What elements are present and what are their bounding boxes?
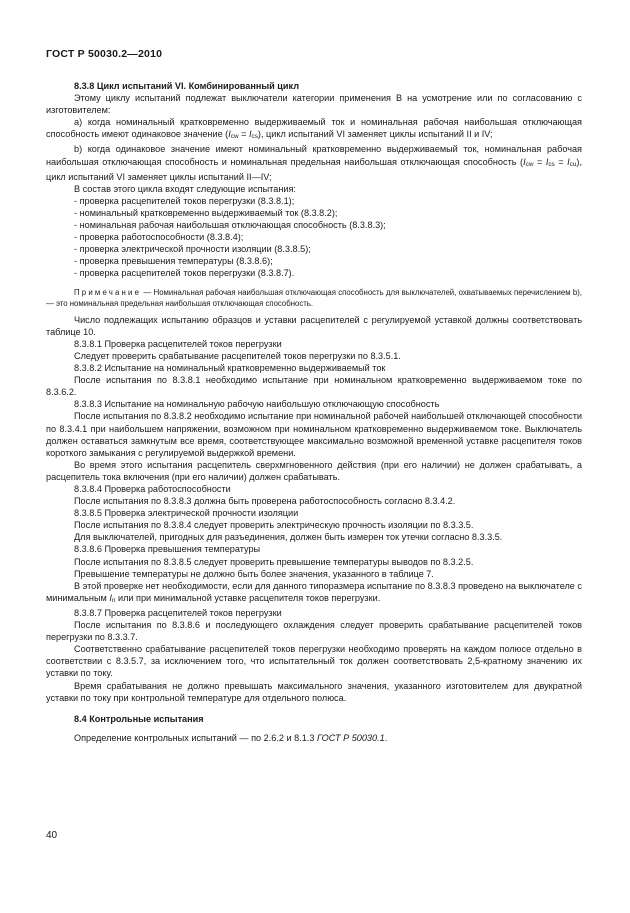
section-heading-8-4: 8.4 Контрольные испытания <box>74 713 204 724</box>
list-item: - номинальный кратковременно выдерживаемый ток (8.3.8.2); <box>74 207 338 218</box>
paragraph: Превышение температуры не должно быть более значения, указанного в таблице 7. <box>74 568 434 579</box>
list-item: - проверка работоспособности (8.3.8.4); <box>74 232 244 243</box>
document-header: ГОСТ Р 50030.2—2010 <box>46 48 163 60</box>
page-body <box>46 80 582 744</box>
list-item: - проверка расцепителей токов перегрузки (8.3.8.7). <box>74 268 295 279</box>
paragraph: В состав этого цикла входят следующие испытания: <box>74 183 296 194</box>
paragraph: После испытания по 8.3.8.2 необходимо испытание при номинальной рабочей наибольшей отключающей способности по 8.3.4.1 при наибольшем напряжении, возможном при номинальном кратковременно выдерживаемом токе. Выключатель должен оставаться замкнутым все время, соответствующее максимально возможной временной уставке расцепителя токов короткого замыкания с регулируемой выдержкой времени. <box>46 411 582 458</box>
standard-reference: ГОСТ Р 50030.1 <box>316 732 385 743</box>
paragraph: После испытания по 8.3.8.5 следует проверить превышение температуры выводов по 8.3.2.5. <box>74 556 474 567</box>
paragraph: После испытания по 8.3.8.4 следует проверить электрическую прочность изоляции по 8.3.3.5. <box>74 520 474 531</box>
subsection-heading: 8.3.8.6 Проверка превышения температуры <box>74 544 261 555</box>
paragraph-item-a: а) когда номинальный кратковременно выдерживаемый ток и номинальная рабочая наибольшая отключающая способность имеют одинаковое значение (Icw = Ics), цикл испытаний VI заменяет циклы испытаний II и IV; <box>46 117 582 141</box>
note-label: Примечание <box>74 287 142 297</box>
list-item: - проверка расцепителей токов перегрузки (8.3.8.1); <box>74 195 295 206</box>
subsection-heading: 8.3.8.2 Испытание на номинальный кратковременно выдерживаемый ток <box>74 363 386 374</box>
test-list <box>46 195 582 280</box>
paragraph: Во время этого испытания расцепитель сверхмгновенного действия (при его наличии) не должен срабатывать, а расцепитель тока включения (при его наличии) должен срабатывать. <box>46 459 582 482</box>
subsection-heading: 8.3.8.7 Проверка расцепителей токов перегрузки <box>74 607 282 618</box>
paragraph: Для выключателей, пригодных для разъединения, должен быть измерен ток утечки согласно 8.3.3.5. <box>74 532 503 543</box>
paragraph: После испытания по 8.3.8.3 должна быть проверена работоспособность согласно 8.3.4.2. <box>74 496 456 507</box>
subsection-heading: 8.3.8.1 Проверка расцепителей токов перегрузки <box>74 338 282 349</box>
note: Примечание — Номинальная рабочая наибольшая отключающая способность для выключателей, охватываемых перечислением b), — это номинальная предельная наибольшая отключающая способность. <box>46 287 582 309</box>
page-number: 40 <box>46 830 58 841</box>
paragraph: После испытания по 8.3.8.1 необходимо испытание при номинальном кратковременно выдерживаемом токе по 8.3.6.2. <box>46 375 582 398</box>
list-item: - проверка превышения температуры (8.3.8.6); <box>74 256 273 267</box>
paragraph: Определение контрольных испытаний — по 2.6.2 и 8.1.3 ГОСТ Р 50030.1. <box>74 732 388 743</box>
paragraph: Этому циклу испытаний подлежат выключатели категории применения В на усмотрение или по согласованию с изготовителем: <box>46 93 582 116</box>
list-item: - проверка электрической прочности изоляции (8.3.8.5); <box>74 244 311 255</box>
paragraph: Время срабатывания не должно превышать максимального значения, указанного изготовителем для двукратной уставки по току при контрольной температуре для отдельного полюса. <box>46 680 582 703</box>
paragraph: Следует проверить срабатывание расцепителей токов перегрузки по 8.3.5.1. <box>74 350 401 361</box>
paragraph: Соответственно срабатывание расцепителей токов перегрузки необходимо проверять на каждом полюсе отдельно в соответствии с 8.3.5.7, за исключением того, что испытательный ток должен соответствовать 2,5-кратному значению их уставки по току. <box>46 644 582 679</box>
paragraph: После испытания по 8.3.8.6 и последующего охлаждения следует проверить срабатывание расцепителей токов перегрузки по 8.3.3.7. <box>46 620 582 643</box>
paragraph-item-b: b) когда одинаковое значение имеют номинальный кратковременно выдерживаемый ток, номинальная рабочая наибольшая отключающая способность и номинальная предельная наибольшая отключающая способность (Icw = Ics = Icu), цикл испытаний VI заменяет циклы испытаний II—IV; <box>46 144 582 182</box>
section-heading-8-3-8: 8.3.8 Цикл испытаний VI. Комбинированный цикл <box>74 81 299 91</box>
subsection-heading: 8.3.8.3 Испытание на номинальную рабочую наибольшую отключающую способность <box>74 399 440 410</box>
subsection-heading: 8.3.8.5 Проверка электрической прочности изоляции <box>74 508 299 519</box>
paragraph: Число подлежащих испытанию образцов и уставки расцепителей с регулируемой уставкой должны соответствовать таблице 10. <box>46 314 582 337</box>
list-item: - номинальная рабочая наибольшая отключающая способность (8.3.8.3); <box>74 220 386 231</box>
paragraph: В этой проверке нет необходимости, если для данного типоразмера испытание по 8.3.8.3 проведено на выключателе с минимальным In или при минимальной уставке расцепителя токов перегрузки. <box>46 580 582 604</box>
subsection-heading: 8.3.8.4 Проверка работоспособности <box>74 484 231 494</box>
